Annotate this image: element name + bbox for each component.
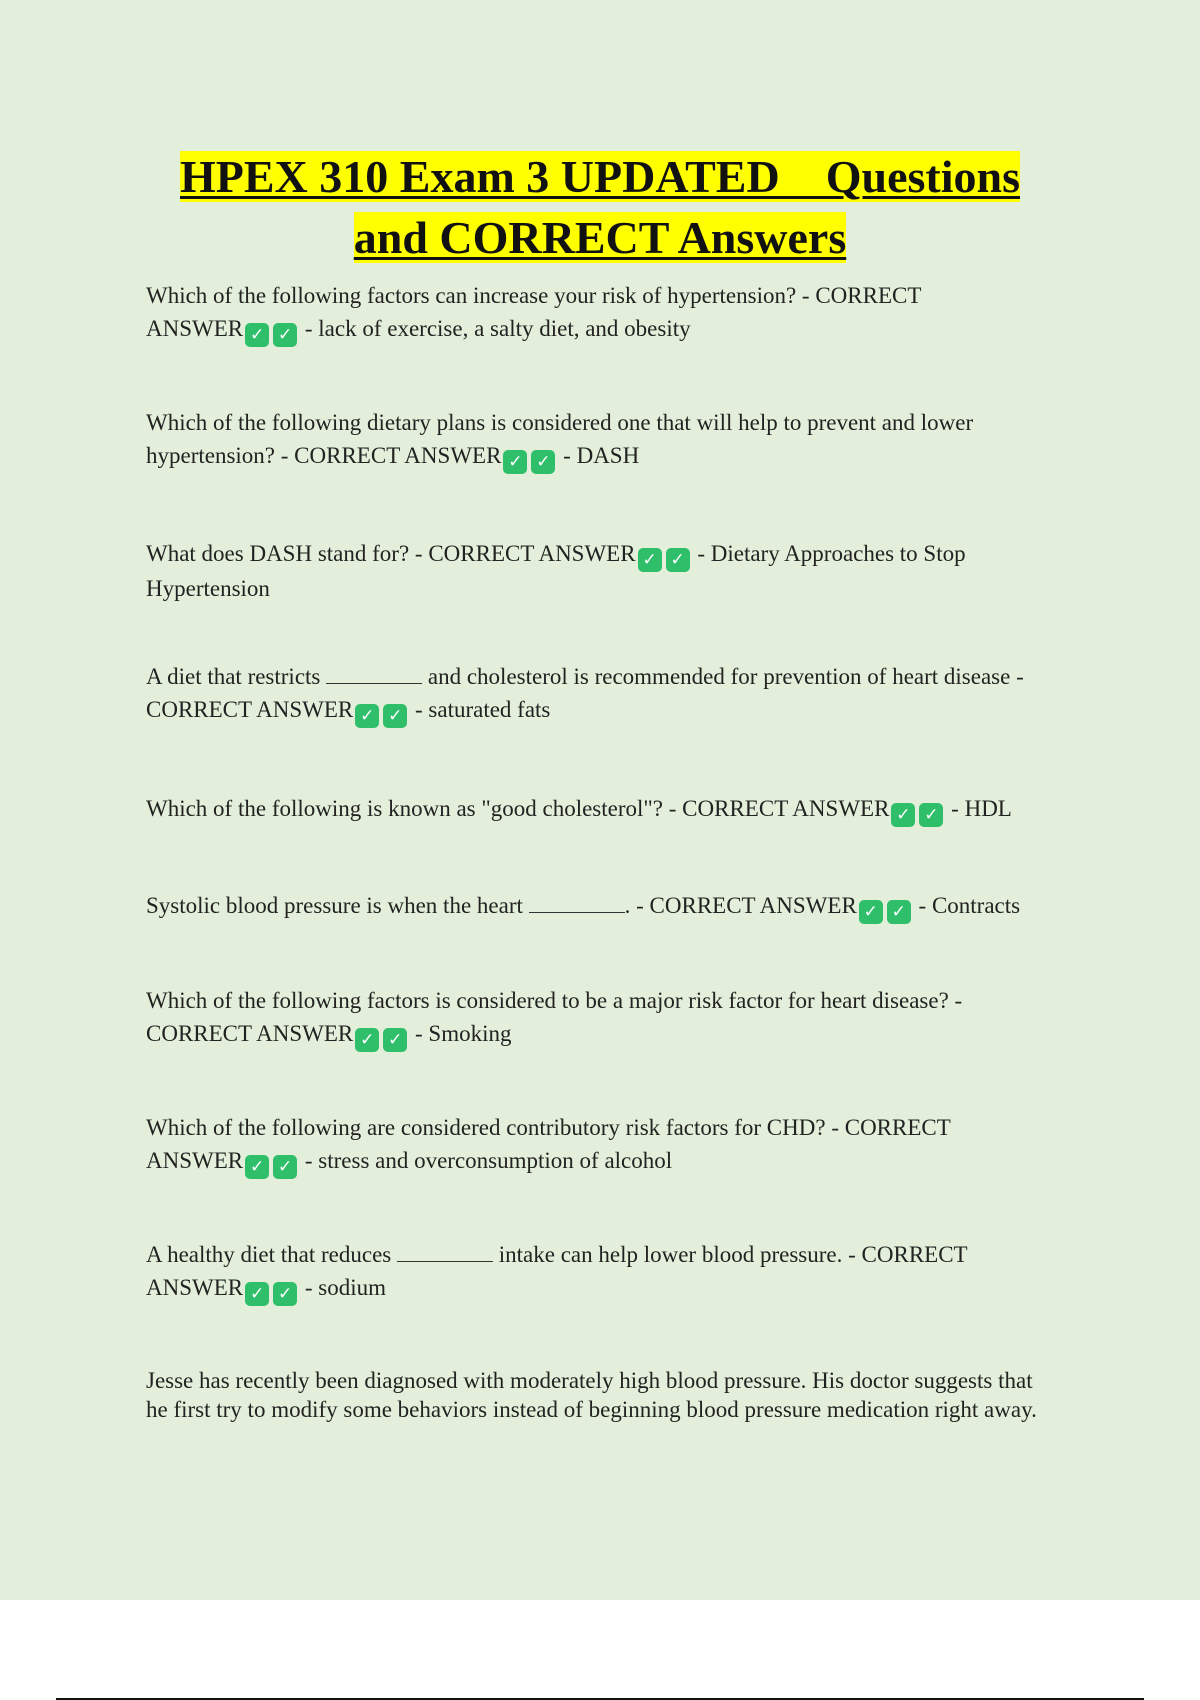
paragraph-text: Jesse has recently been diagnosed with moderately high blood pressure. His doctor suggests that [146, 1368, 1033, 1393]
question-text: Which of the following factors can increase your risk of hypertension? - CORRECT [146, 283, 922, 308]
qa-item [146, 660, 1086, 728]
green-checkbox-icon: ✓ [666, 548, 690, 572]
qa-item [146, 889, 1086, 924]
green-checkbox-icon: ✓ [273, 1282, 297, 1306]
green-checkbox-icon: ✓ [383, 1028, 407, 1052]
green-checkbox-icon: ✓ [245, 323, 269, 347]
qa-item [146, 279, 1086, 347]
qa-item [146, 1111, 1086, 1179]
title-line-1: HPEX 310 Exam 3 UPDATED Questions [180, 151, 1020, 202]
question-text: intake can help lower blood pressure. - CORRECT [498, 1242, 968, 1267]
question-text: CORRECT ANSWER [146, 697, 354, 722]
qa-item [146, 406, 1086, 474]
answer-text: - lack of exercise, a salty diet, and obesity [304, 316, 691, 341]
answer-text: - DASH [563, 443, 640, 468]
green-checkbox-icon: ✓ [273, 1155, 297, 1179]
qa-item [146, 1366, 1106, 1424]
green-checkbox-icon: ✓ [638, 548, 662, 572]
green-checkbox-icon: ✓ [887, 900, 911, 924]
answer-text: - stress and overconsumption of alcohol [304, 1148, 673, 1173]
green-checkbox-icon: ✓ [859, 900, 883, 924]
question-text: and cholesterol is recommended for prevention of heart disease - [427, 664, 1024, 689]
qa-item [146, 792, 1086, 827]
title-line-2: and CORRECT Answers [353, 212, 847, 263]
green-checkbox-icon: ✓ [245, 1155, 269, 1179]
question-text: Which of the following dietary plans is considered one that will help to prevent and lower [146, 410, 974, 435]
green-checkbox-icon: ✓ [919, 803, 943, 827]
green-checkbox-icon: ✓ [891, 803, 915, 827]
question-text: A diet that restricts [146, 664, 321, 689]
green-checkbox-icon: ✓ [503, 450, 527, 474]
document-title [0, 146, 1200, 268]
qa-item [146, 1238, 1086, 1306]
fill-in-blank [529, 891, 625, 913]
qa-item [146, 537, 1086, 605]
fill-in-blank [397, 1240, 493, 1262]
green-checkbox-icon: ✓ [383, 704, 407, 728]
question-text: . - CORRECT ANSWER [624, 893, 857, 918]
question-text: Which of the following factors is considered to be a major risk factor for heart disease? - [146, 988, 963, 1013]
green-checkbox-icon: ✓ [355, 1028, 379, 1052]
green-checkbox-icon: ✓ [531, 450, 555, 474]
question-text: ANSWER [146, 316, 244, 341]
question-text: ANSWER [146, 1275, 244, 1300]
question-text: A healthy diet that reduces [146, 1242, 392, 1267]
question-text: CORRECT ANSWER [146, 1021, 354, 1046]
question-text: hypertension? - CORRECT ANSWER [146, 443, 502, 468]
question-text: Which of the following is known as "good cholesterol"? - CORRECT ANSWER [146, 796, 890, 821]
answer-text: - Dietary Approaches to Stop [697, 541, 966, 566]
fill-in-blank [326, 662, 422, 684]
green-checkbox-icon: ✓ [355, 704, 379, 728]
paragraph-text: he first try to modify some behaviors instead of beginning blood pressure medication right away. [146, 1397, 1037, 1422]
question-text: ANSWER [146, 1148, 244, 1173]
green-checkbox-icon: ✓ [245, 1282, 269, 1306]
answer-text: - Contracts [918, 893, 1021, 918]
question-text: Systolic blood pressure is when the heart [146, 893, 523, 918]
answer-text: - saturated fats [415, 697, 551, 722]
answer-text: - Smoking [415, 1021, 512, 1046]
question-text: What does DASH stand for? - CORRECT ANSWER [146, 541, 636, 566]
answer-text: Hypertension [146, 576, 270, 601]
answer-text: - sodium [304, 1275, 387, 1300]
qa-item [146, 984, 1086, 1052]
question-text: Which of the following are considered contributory risk factors for CHD? - CORRECT [146, 1115, 951, 1140]
answer-text: - HDL [951, 796, 1012, 821]
green-checkbox-icon: ✓ [273, 323, 297, 347]
